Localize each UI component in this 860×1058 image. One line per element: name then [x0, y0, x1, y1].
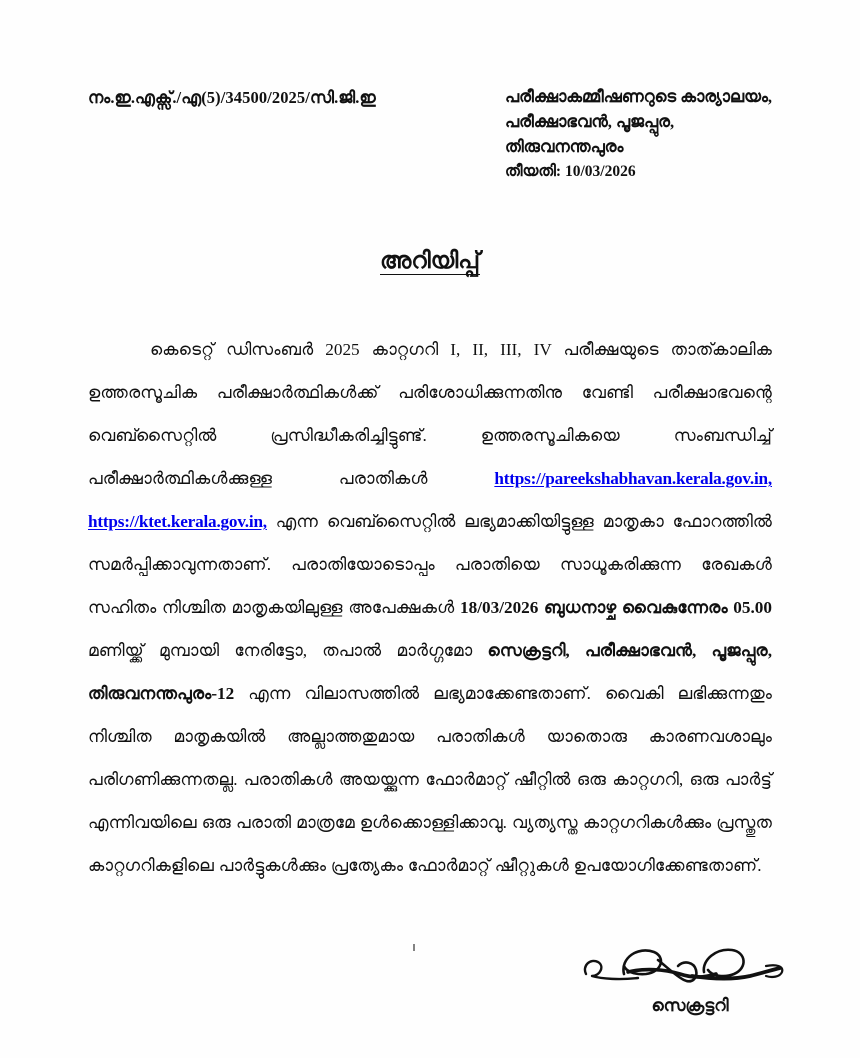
- signature-block: [560, 938, 820, 1016]
- pareekshabhavan-url-link[interactable]: https://pareekshabhavan.kerala.gov.in,: [494, 469, 772, 488]
- document-header: [0, 84, 860, 194]
- body-segment-4: എന്ന വിലാസത്തിൽ ലഭ്യമാക്കേണ്ടതാണ്. വൈകി ലഭിക്കുന്നതും നിശ്ചിത മാതൃകയിൽ അല്ലാത്തതുമായ പരാതികൾ യാതൊരു കാരണവശാലും പരിഗണിക്കുന്നതല്ല. പരാതികൾ അയയ്ക്കുന്ന ഫോർമാറ്റ് ഷീറ്റിൽ ഒരു കാറ്റഗറി, ഒരു പാർട്ട് എന്നിവയിലെ ഒരു പരാതി മാത്രമേ ഉൾക്കൊള്ളിക്കാവു. വ്യത്യസ്ത കാറ്റഗറികൾക്കും പ്രസ്തുത കാറ്റഗറികളിലെ പാർട്ടുകൾക്കും പ്രത്യേകം ഫോർമാറ്റ് ഷീറ്റുകൾ ഉപയോഗിക്കേണ്ടതാണ്.: [88, 684, 772, 875]
- document-body: [88, 328, 772, 887]
- office-line-2: പരീക്ഷാഭവൻ, പൂജപ്പുര,: [505, 112, 675, 131]
- notice-paragraph: [88, 328, 772, 887]
- submission-address: സെക്രട്ടറി, പരീക്ഷാഭവൻ, പൂജപ്പുര, തിരുവനന്തപുരം-12: [88, 641, 773, 703]
- date-value: 10/03/2026: [564, 163, 636, 180]
- document-title: [0, 248, 860, 274]
- scan-artifact: [413, 944, 415, 951]
- date-label: തീയതി:: [505, 163, 562, 180]
- ktet-url-link[interactable]: https://ktet.kerala.gov.in,: [88, 512, 267, 531]
- handwritten-signature-icon: [580, 938, 800, 992]
- body-segment-3: മണിയ്ക്ക് മുമ്പായി നേരിട്ടോ, തപാൽ മാർഗ്ഗമോ: [88, 641, 488, 660]
- signatory-designation: സെക്രട്ടറി: [651, 996, 729, 1015]
- document-title-text: അറിയിപ്പ്: [380, 248, 480, 273]
- deadline-datetime: 18/03/2026 ബുധനാഴ്ച വൈകുന്നേരം 05.00: [460, 598, 772, 617]
- office-line-3: തിരുവനന്തപുരം: [505, 137, 624, 156]
- body-segment-1: കെടെറ്റ് ഡിസംബർ 2025 കാറ്റഗറി I, II, III, IV പരീക്ഷയുടെ താത്കാലിക ഉത്തരസൂചിക പരീക്ഷാർത്ഥികൾക്ക് പരിശോധിക്കുന്നതിനു വേണ്ടി പരീക്ഷാഭവന്റെ വെബ്സൈറ്റിൽ പ്രസിദ്ധീകരിച്ചിട്ടുണ്ട്. ഉത്തരസൂചികയെ സംബന്ധിച്ച് പരീക്ഷാർത്ഥികൾക്കുള്ള പരാതികൾ: [88, 340, 772, 488]
- issue-date: [505, 159, 772, 184]
- body-segment-2: എന്ന വെബ്സൈറ്റിൽ ലഭ്യമാക്കിയിട്ടുള്ള മാതൃകാ ഫോറത്തിൽ സമർപ്പിക്കാവുന്നതാണ്. പരാതിയോടൊപ്പം പരാതിയെ സാധൂകരിക്കുന്ന രേഖകൾ സഹിതം നിശ്ചിത മാതൃകയിലുള്ള അപേക്ഷകൾ: [88, 512, 772, 617]
- issuing-office-block: [505, 84, 772, 184]
- reference-number: നം.ഇ.എക്സ്./എ(5)/34500/2025/സി.ജി.ഇ: [88, 88, 376, 107]
- office-line-1: പരീക്ഷാകമ്മീഷണറുടെ കാര്യാലയം,: [505, 87, 773, 106]
